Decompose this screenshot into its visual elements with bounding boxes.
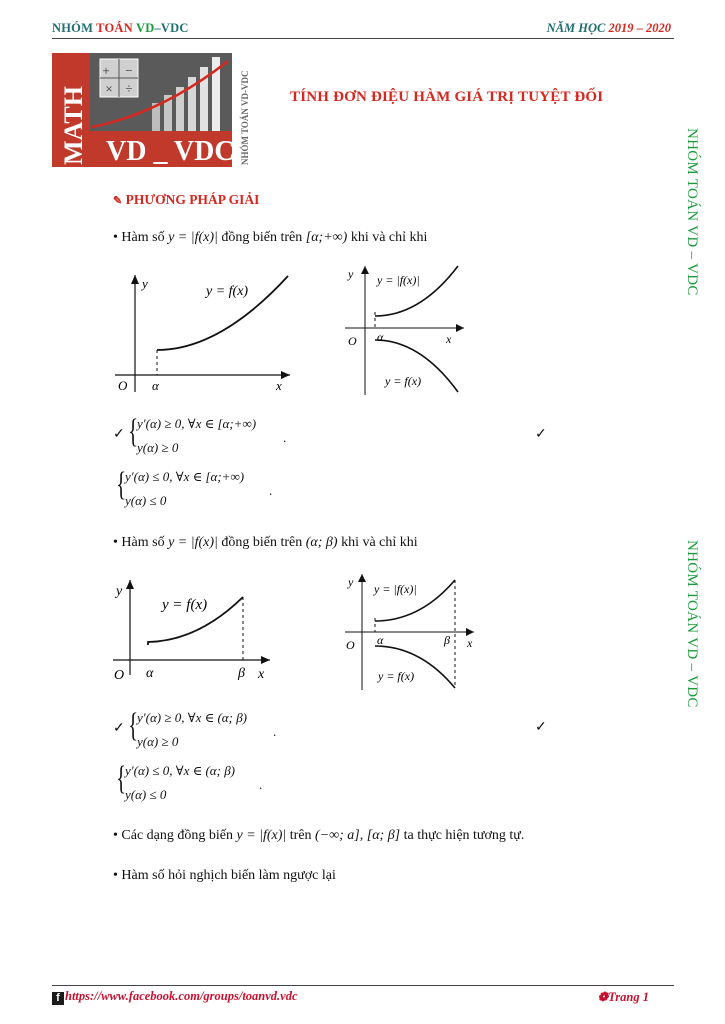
- system-1a-line2: y(α) ≥ 0: [137, 440, 179, 455]
- bullet-1: • Hàm số y = |f(x)| đồng biến trên [α;+∞) khi và chỉ khi: [113, 230, 428, 245]
- graph-3-fx-interval: [108, 575, 280, 687]
- graph-4-absfx-interval: [340, 570, 480, 692]
- system-1a: { y′(α) ≥ 0, ∀x ∈ [α;+∞) y(α) ≥ 0 .: [125, 412, 305, 460]
- graph-1-fx: [110, 270, 300, 395]
- section-heading: [113, 192, 259, 208]
- flower-icon: ❁: [597, 990, 609, 1004]
- system-1b-line2: y(α) ≤ 0: [125, 493, 167, 508]
- brace: {: [116, 760, 127, 797]
- system-2a-line1: y′(α) ≥ 0, ∀x ∈ (α; β): [137, 710, 248, 725]
- graph1-alpha: α: [152, 378, 159, 393]
- graph2-y-label: y: [348, 267, 354, 281]
- logo-math-text: MATH: [59, 86, 88, 165]
- brace: {: [128, 413, 139, 450]
- check-mark: ✓: [113, 427, 125, 442]
- calc-divide: ÷: [125, 81, 133, 96]
- facebook-url[interactable]: https://www.facebook.com/groups/toanvd.vdc: [65, 989, 298, 1003]
- page-title: TÍNH ĐƠN ĐIỆU HÀM GIÁ TRỊ TUYỆT ĐỐI: [290, 89, 604, 105]
- check-mark: ✓: [113, 721, 125, 736]
- graph1-origin: O: [118, 378, 128, 393]
- graph-2-absfx: [340, 262, 470, 397]
- graph4-y-label: y: [348, 575, 354, 589]
- page-number: ❁Trang 1: [597, 990, 649, 1004]
- section-label: PHƯƠNG PHÁP GIẢI: [125, 192, 260, 207]
- graph4-fx-label: y = f(x): [378, 669, 415, 683]
- graph1-x-label: x: [276, 378, 282, 393]
- bullet-3: • Các dạng đồng biến y = |f(x)| trên (−∞; a], [α; β] ta thực hiện tương tự.: [113, 828, 525, 843]
- graph3-alpha: α: [146, 666, 154, 681]
- header-school-year: NĂM HỌC 2019 – 2020: [546, 21, 671, 35]
- header-group-name: NHÓM TOÁN VD–VDC: [52, 21, 189, 35]
- brace: {: [128, 707, 139, 744]
- graph3-x-label: x: [258, 667, 265, 682]
- pen-icon: ✎: [113, 195, 123, 207]
- logo-vdvdc-text: VD _ VDC: [106, 136, 235, 167]
- facebook-link[interactable]: [52, 989, 298, 1005]
- graph4-absfx-label: y = |f(x)|: [374, 582, 417, 596]
- graph2-x-label: x: [446, 332, 452, 346]
- bullet-2: • Hàm số y = |f(x)| đồng biến trên (α; β) khi và chỉ khi: [113, 535, 418, 550]
- graph4-beta: β: [444, 633, 450, 647]
- system-2a: { y′(α) ≥ 0, ∀x ∈ (α; β) y(α) ≥ 0 .: [125, 706, 305, 754]
- graph4-x-label: x: [467, 636, 473, 650]
- system-2a-line2: y(α) ≥ 0: [137, 734, 179, 749]
- check-mark: ✓: [535, 427, 547, 442]
- graph4-origin: O: [346, 638, 355, 652]
- system-2b-line2: y(α) ≤ 0: [125, 787, 167, 802]
- brace: {: [116, 466, 127, 503]
- calc-times: ×: [105, 81, 113, 96]
- system-1b-line1: y′(α) ≤ 0, ∀x ∈ [α;+∞): [125, 469, 245, 484]
- side-label-bottom: NHÓM TOÁN VD – VDC: [684, 540, 700, 708]
- check-mark: ✓: [535, 720, 547, 735]
- calc-minus: −: [125, 63, 133, 78]
- graph2-origin: O: [348, 334, 357, 348]
- logo-graphic: [52, 53, 260, 167]
- graph2-fx-label: y = f(x): [385, 374, 422, 388]
- graph3-fx-label: y = f(x): [162, 597, 208, 613]
- system-1a-line1: y′(α) ≥ 0, ∀x ∈ [α;+∞): [137, 416, 257, 431]
- graph3-origin: O: [114, 668, 125, 683]
- facebook-icon: f: [52, 992, 64, 1005]
- graph3-beta: β: [238, 666, 245, 681]
- graph2-absfx-label: y = |f(x)|: [377, 273, 420, 287]
- system-2b: { y′(α) ≤ 0, ∀x ∈ (α; β) y(α) ≤ 0 .: [113, 759, 293, 807]
- graph1-fx-label: y = f(x): [206, 284, 249, 299]
- logo: [52, 53, 260, 167]
- calc-plus: +: [102, 63, 110, 78]
- bullet-4: • Hàm số hỏi nghịch biến làm ngược lại: [113, 868, 336, 883]
- system-2b-line1: y′(α) ≤ 0, ∀x ∈ (α; β): [125, 763, 236, 778]
- graph4-alpha: α: [377, 633, 384, 647]
- logo-side-text: NHÓM TOÁN VD-VDC: [240, 70, 250, 165]
- side-label-top: NHÓM TOÁN VD – VDC: [684, 128, 700, 296]
- graph3-y-label: y: [116, 584, 123, 599]
- header-divider: [52, 38, 674, 39]
- footer-divider: [52, 985, 674, 986]
- graph1-y-label: y: [142, 276, 148, 291]
- system-1b: { y′(α) ≤ 0, ∀x ∈ [α;+∞) y(α) ≤ 0 .: [113, 465, 293, 513]
- graph2-alpha: α: [377, 330, 384, 344]
